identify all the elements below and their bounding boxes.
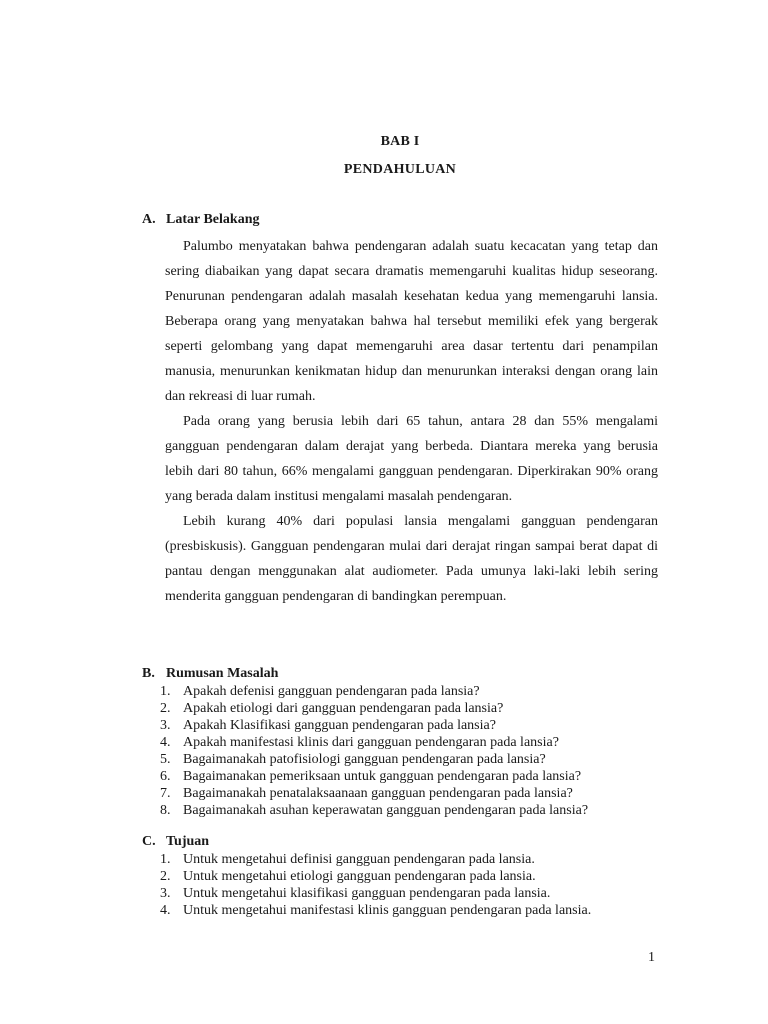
section-heading-tujuan bbox=[142, 834, 209, 850]
latar-belakang-body bbox=[165, 234, 658, 609]
list-item-text: Untuk mengetahui klasifikasi gangguan pendengaran pada lansia. bbox=[183, 886, 551, 901]
list-item-text: Apakah manifestasi klinis dari gangguan pendengaran pada lansia? bbox=[183, 735, 559, 750]
section-title: Tujuan bbox=[166, 834, 210, 849]
list-number: 2. bbox=[160, 701, 171, 716]
section-heading-rumusan-masalah bbox=[142, 666, 278, 682]
tujuan-list bbox=[160, 851, 680, 919]
chapter-title: PENDAHULUAN bbox=[343, 162, 457, 177]
list-item-text: Apakah Klasifikasi gangguan pendengaran pada lansia? bbox=[183, 718, 496, 733]
list-item bbox=[160, 868, 680, 885]
list-number: 6. bbox=[160, 769, 171, 784]
list-item-text: Bagaimanakan pemeriksaan untuk gangguan pendengaran pada lansia? bbox=[183, 769, 582, 784]
list-number: 5. bbox=[160, 752, 171, 767]
list-item-text: Bagaimanakah asuhan keperawatan gangguan pendengaran pada lansia? bbox=[183, 803, 589, 818]
list-item-text: Apakah defenisi gangguan pendengaran pada lansia? bbox=[183, 684, 480, 699]
list-item-text: Apakah etiologi dari gangguan pendengaran pada lansia? bbox=[183, 701, 504, 716]
paragraph: Lebih kurang 40% dari populasi lansia mengalami gangguan pendengaran (presbiskusis). Gangguan pendengaran mulai dari derajat ringan sampai berat dapat di pantau dengan menggunakan alat audiometer. Pada umunya laki-laki lebih sering menderita gangguan pendengaran di bandingkan perempuan. bbox=[165, 514, 658, 604]
section-letter: C. bbox=[142, 834, 156, 849]
chapter-number: BAB I bbox=[380, 134, 420, 149]
list-item bbox=[160, 885, 680, 902]
list-item bbox=[160, 802, 680, 819]
list-item-text: Bagaimanakah penatalaksaanaan gangguan pendengaran pada lansia? bbox=[183, 786, 573, 801]
list-item-text: Untuk mengetahui definisi gangguan pendengaran pada lansia. bbox=[183, 852, 535, 867]
list-item bbox=[160, 734, 680, 751]
section-letter: B. bbox=[142, 666, 155, 681]
list-item-text: Untuk mengetahui manifestasi klinis gangguan pendengaran pada lansia. bbox=[183, 903, 592, 918]
list-item bbox=[160, 851, 680, 868]
list-number: 1. bbox=[160, 852, 171, 867]
section-title: Latar Belakang bbox=[166, 212, 260, 227]
section-letter: A. bbox=[142, 212, 156, 227]
paragraph: Palumbo menyatakan bahwa pendengaran adalah suatu kecacatan yang tetap dan sering diabaikan yang dapat secara dramatis memengaruhi kualitas hidup seseorang. Penurunan pendengaran adalah masalah kesehatan kedua yang memengaruhi lansia. Beberapa orang yang menyatakan bahwa hal tersebut memiliki efek yang bergerak seperti gelombang yang dapat memengaruhi area dasar tertentu dari penampilan manusia, menurunkan kenikmatan hidup dan menurunkan interaksi dengan orang lain dan rekreasi di luar rumah. bbox=[165, 239, 658, 404]
list-number: 2. bbox=[160, 869, 171, 884]
page-number: 1 bbox=[648, 950, 655, 965]
list-number: 3. bbox=[160, 886, 171, 901]
paragraph: Pada orang yang berusia lebih dari 65 tahun, antara 28 dan 55% mengalami gangguan pendengaran dalam derajat yang berbeda. Diantara mereka yang berusia lebih dari 80 tahun, 66% mengalami gangguan pendengaran. Diperkirakan 90% orang yang berada dalam institusi mengalami masalah pendengaran. bbox=[165, 414, 658, 504]
list-item bbox=[160, 700, 680, 717]
section-title: Rumusan Masalah bbox=[166, 666, 279, 681]
list-item bbox=[160, 768, 680, 785]
list-item-text: Untuk mengetahui etiologi gangguan pendengaran pada lansia. bbox=[183, 869, 536, 884]
list-item bbox=[160, 717, 680, 734]
list-number: 7. bbox=[160, 786, 171, 801]
list-number: 4. bbox=[160, 735, 171, 750]
list-item bbox=[160, 683, 680, 700]
list-item bbox=[160, 902, 680, 919]
list-item bbox=[160, 751, 680, 768]
list-item bbox=[160, 785, 680, 802]
list-number: 3. bbox=[160, 718, 171, 733]
list-number: 8. bbox=[160, 803, 171, 818]
list-number: 1. bbox=[160, 684, 171, 699]
list-item-text: Bagaimanakah patofisiologi gangguan pendengaran pada lansia? bbox=[183, 752, 546, 767]
section-heading-latar-belakang bbox=[142, 212, 259, 228]
rumusan-masalah-list bbox=[160, 683, 680, 819]
list-number: 4. bbox=[160, 903, 171, 918]
